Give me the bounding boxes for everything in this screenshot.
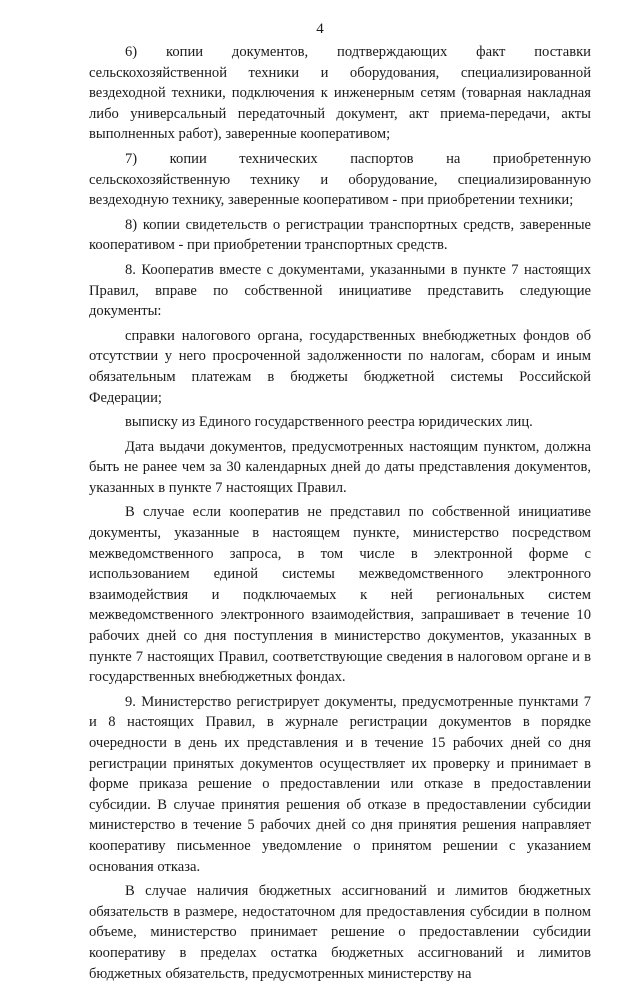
paragraph-clause-9: 9. Министерство регистрирует документы, предусмотренные пунктами 7 и 8 настоящих Правил, в журнале регистрации документов в порядке очередности в день их представления и в течение 15 рабочих дней со дня регистрации принятых документов осуществляет их проверку и принимает в форме приказа решение о предоставлении или отказе в предоставлении субсидии. В случае принятия решения об отказе в предоставлении субсидии министерство в течение 5 рабочих дней со дня принятия решения направляет кооперативу письменное уведомление о принятом решении с указанием основания отказа. (89, 693, 591, 875)
paragraph-tax-certificates: справки налогового органа, государственных внебюджетных фондов об отсутствии у него просроченной задолженности по налогам, сборам и иным обязательным платежам в бюджеты бюджетной системы Российской Федерации; (89, 327, 591, 406)
paragraph-item-8-vehicle-registration: 8) копии свидетельств о регистрации транспортных средств, заверенные кооперативом - при приобретении транспортных средств. (89, 216, 591, 254)
paragraph-interagency-request: В случае если кооператив не представил по собственной инициативе документы, указанные в настоящем пункте, министерство посредством межведомственного запроса, в том числе в электронной форме с использованием единой системы межведомственного электронного взаимодействия и подключаемых к ней региональных систем межведомственного электронного взаимодействия, запрашивает в течение 10 рабочих дней со дня поступления в министерство документов, указанных в пункте 7 настоящих Правил, соответствующие сведения в налоговом органе и в государственных внебюджетных фондах. (89, 504, 591, 686)
document-body (89, 42, 591, 984)
paragraph-clause-8: 8. Кооператив вместе с документами, указанными в пункте 7 настоящих Правил, вправе по собственной инициативе представить следующие документы: (89, 261, 591, 320)
paragraph-budget-limits: В случае наличия бюджетных ассигнований и лимитов бюджетных обязательств в размере, недостаточном для предоставления субсидии в полном объеме, министерство принимает решение о предоставлении субсидии кооперативу в пределах остатка бюджетных ассигнований и лимитов бюджетных обязательств, предусмотренных министерству на (89, 883, 591, 982)
paragraph-issue-date: Дата выдачи документов, предусмотренных настоящим пунктом, должна быть не ранее чем за 30 календарных дней до даты представления документов, указанных в пункте 7 настоящих Правил. (89, 438, 591, 496)
paragraph-item-7-tech-passports: 7) копии технических паспортов на приобретенную сельскохозяйственную технику и оборудование, специализированную вездеходную технику, заверенные кооперативом - при приобретении техники; (89, 150, 591, 209)
paragraph-item-6-delivery-docs: 6) копии документов, подтверждающих факт поставки сельскохозяйственной техники и оборудования, специализированной вездеходной техники, подключения к инженерным сетям (товарная накладная либо универсальный передаточный документ, акт приема-передачи, акты выполненных работ), заверенные кооперативом; (89, 44, 591, 143)
page-number: 4 (316, 21, 324, 37)
paragraph-registry-extract: выписку из Единого государственного реестра юридических лиц. (125, 414, 533, 431)
